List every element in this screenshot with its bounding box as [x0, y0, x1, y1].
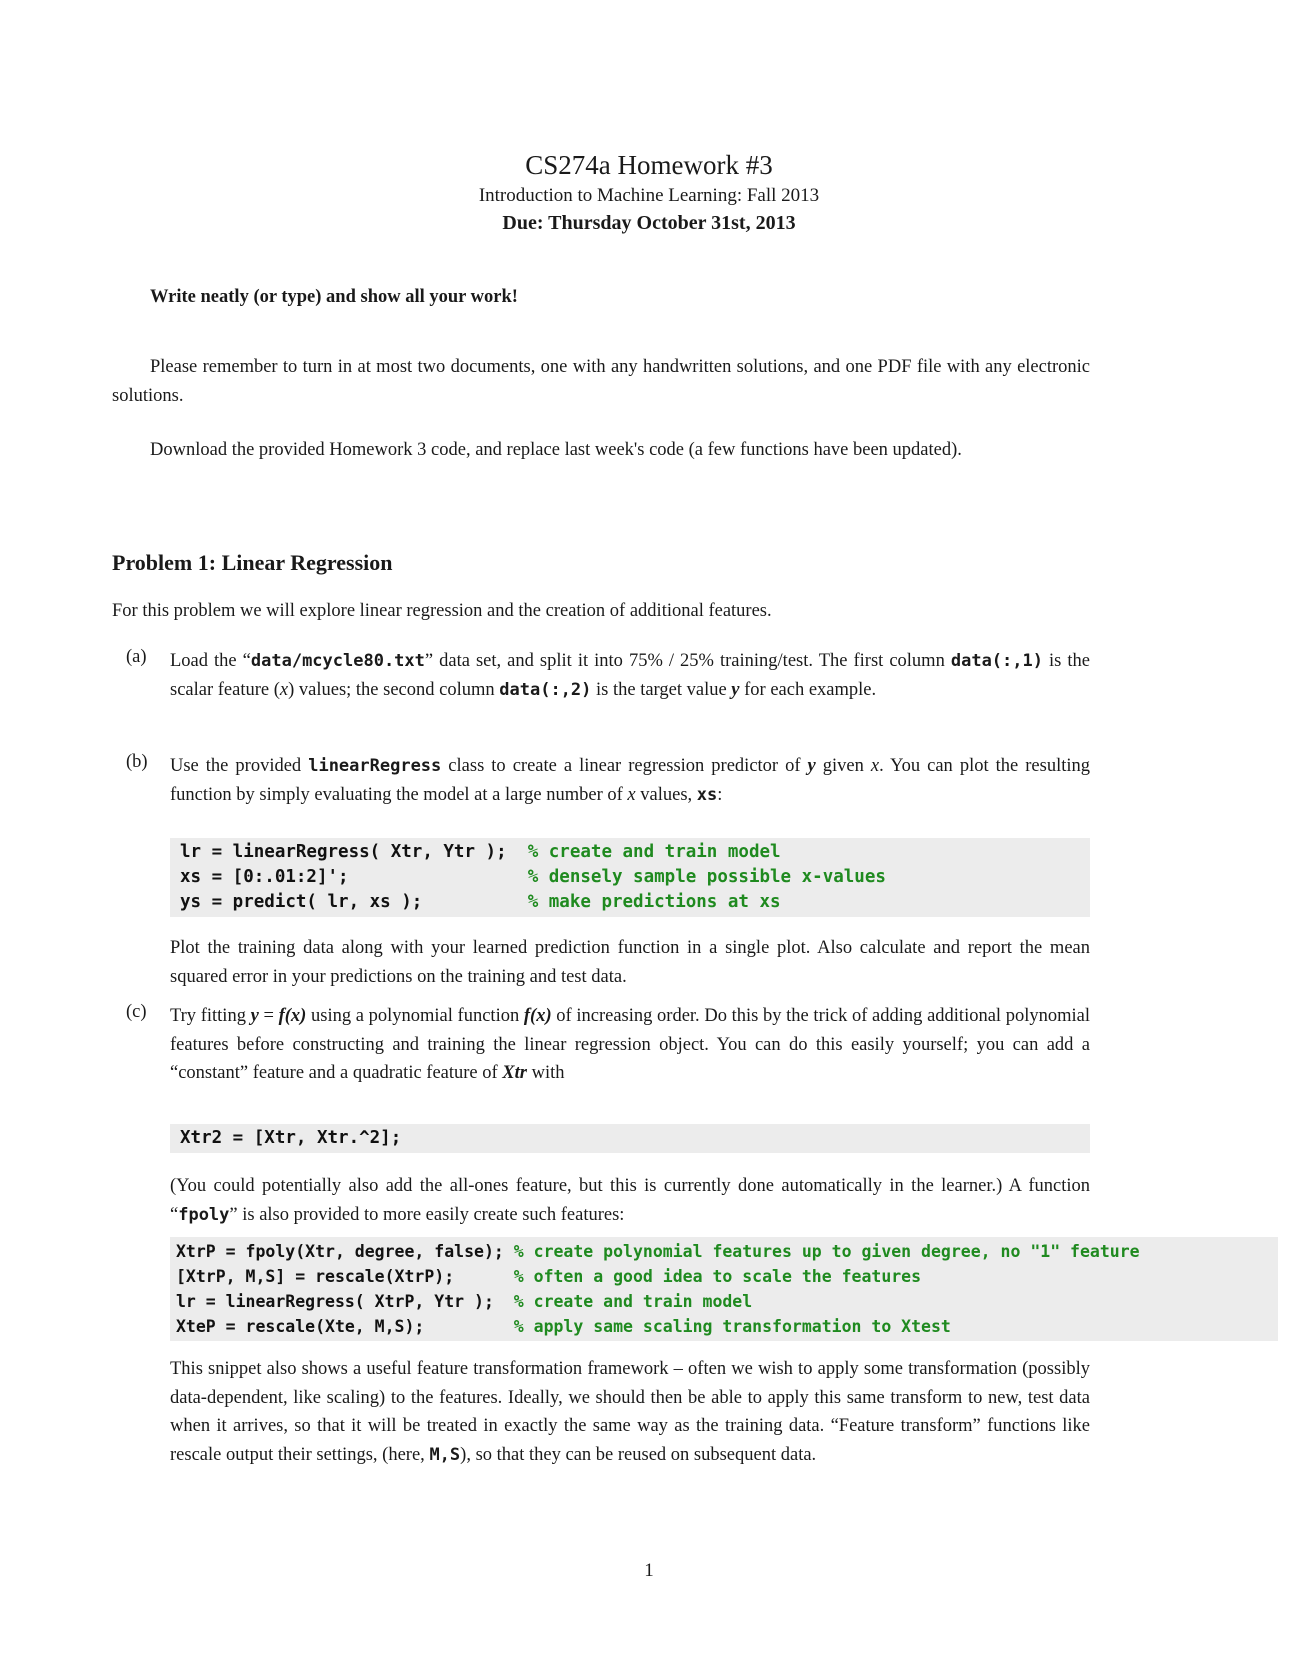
code-line: ys = predict( lr, xs ); % make predictions at xs [180, 892, 781, 912]
submission-instructions: Please remember to turn in at most two documents, one with any handwritten solutions, and one PDF file with any electronic solutions. [112, 357, 1090, 406]
instructions-emphasis: Write neatly (or type) and show all your work! [150, 287, 518, 307]
code-inline: data(:,1) [950, 651, 1043, 671]
item-c-text: Try fitting y = f(x) using a polynomial function f(x) of increasing order. Do this by the trick of adding additional polynomial features before constructing and training the linear regression object. You can do this easily yourself; you can add a “constant” feature and a quadratic feature of Xtr with [170, 1006, 1090, 1083]
code-line: [XtrP, M,S] = rescale(XtrP); % often a good idea to scale the features [176, 1267, 922, 1286]
problem-intro: For this problem we will explore linear regression and the creation of additional features. [112, 601, 772, 621]
item-label-c: (c) [126, 1002, 147, 1022]
item-label-b: (b) [126, 752, 148, 772]
item-c-paragraph-2: This snippet also shows a useful feature transformation framework – often we wish to apply some transformation (possibly data-dependent, like scaling) to the features. Ideally, we should then be able to apply this same transform to new, test data when it arrives, so that it will be treated in exactly the same way as the training data. “Feature transform” functions like rescale output their settings, (here, M,S), so that they can be reused on subsequent data. [170, 1359, 1090, 1465]
code-inline: linearRegress [308, 756, 442, 776]
item-a-text: Load the “data/mcycle80.txt” data set, and split it into 75% / 25% training/test. The first column data(:,1) is the scalar feature (x) values; the second column data(:,2) is the target value y for each example. [170, 651, 1090, 700]
code-line: lr = linearRegress( Xtr, Ytr ); % create and train model [180, 842, 781, 862]
code-block-b [170, 838, 1090, 917]
code-inline: data/mcycle80.txt [250, 651, 425, 671]
code-inline: M,S [429, 1444, 461, 1465]
code-line: XteP = rescale(Xte, M,S); % apply same scaling transformation to Xtest [176, 1317, 951, 1336]
code-line: lr = linearRegress( XtrP, Ytr ); % create and train model [176, 1292, 753, 1311]
page-title: CS274a Homework #3 [525, 150, 773, 180]
page-number: 1 [644, 1560, 654, 1581]
item-label-a: (a) [126, 647, 147, 667]
code-block-c2 [170, 1237, 1278, 1341]
download-instructions: Download the provided Homework 3 code, and replace last week's code (a few functions have been updated). [150, 440, 962, 460]
code-inline: xs [696, 784, 718, 805]
code-line: xs = [0:.01:2]'; % densely sample possible x-values [180, 867, 886, 887]
due-date: Due: Thursday October 31st, 2013 [502, 212, 796, 234]
code-block-c1: Xtr2 = [Xtr, Xtr.^2]; [170, 1124, 1090, 1153]
code-inline: fpoly [178, 1204, 230, 1225]
code-line: XtrP = fpoly(Xtr, degree, false); % create polynomial features up to given degree, no "1" feature [176, 1242, 1140, 1261]
item-b-after: Plot the training data along with your learned prediction function in a single plot. Also calculate and report the mean squared error in your predictions on the training and test data. [170, 938, 1090, 987]
problem-heading: Problem 1: Linear Regression [112, 550, 393, 575]
item-b-text: Use the provided linearRegress class to create a linear regression predictor of y given x. You can plot the resulting function by simply evaluating the model at a large number of x values, xs: [170, 756, 1091, 805]
course-subtitle: Introduction to Machine Learning: Fall 2013 [478, 185, 820, 206]
item-c-paragraph-1: (You could potentially also add the all-ones feature, but this is currently done automatically in the learner.) A function “fpoly” is also provided to more easily create such features: [170, 1176, 1090, 1225]
code-inline: data(:,2) [499, 679, 592, 700]
